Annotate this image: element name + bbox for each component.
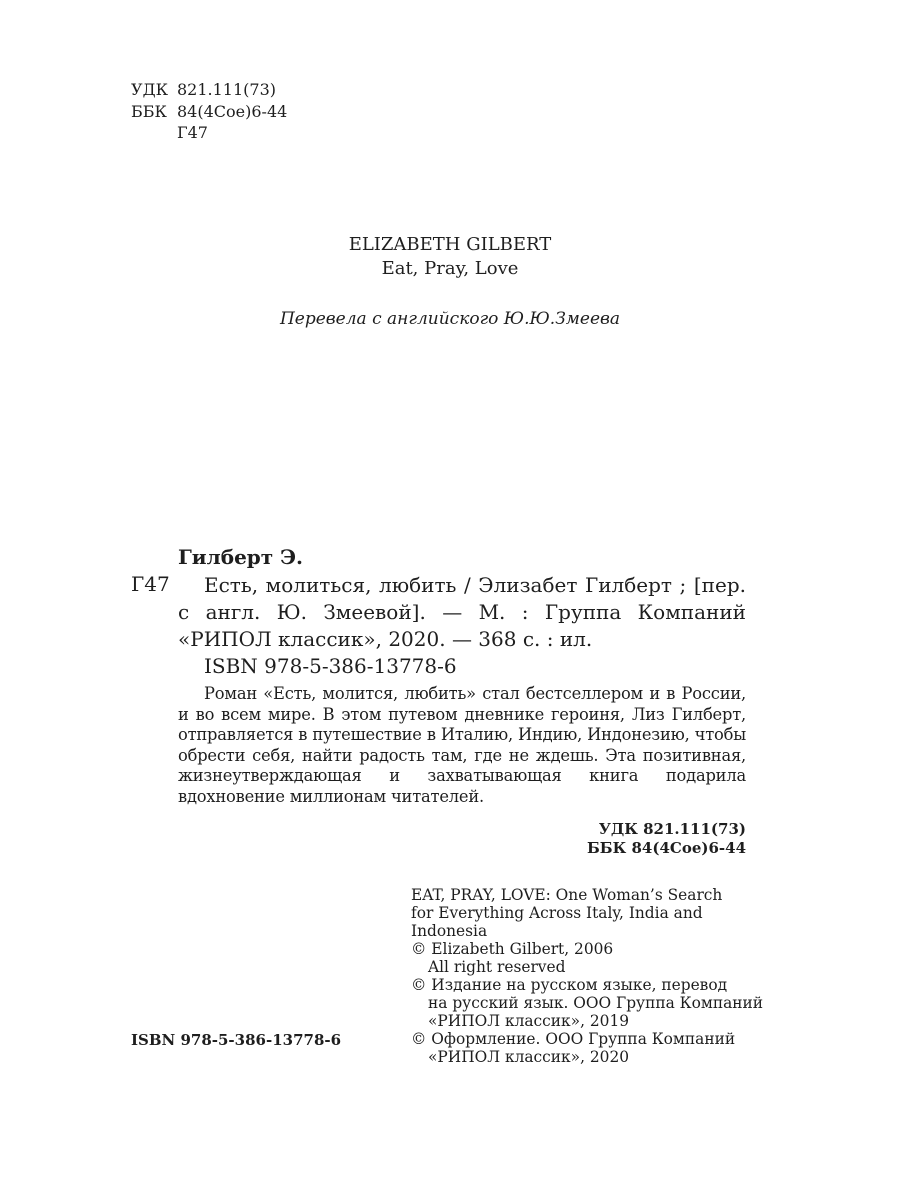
copyright-original-title-1: EAT, PRAY, LOVE: One Woman’s Search [411,886,723,904]
udk-label: УДК [131,80,168,99]
udk-value: 821.111(73) [177,80,277,99]
record-author: Гилберт Э. [178,545,304,569]
translator-line: Перевела с английского Ю.Ю.Змеева [279,309,621,329]
cutter-row [131,123,208,143]
record-udk: УДК 821.111(73) [598,820,746,838]
copyright-design-1: © Оформление. ООО Группа Компаний [411,1030,736,1048]
bbk-label: ББК [131,102,167,121]
copyright-original-title-2: for Everything Across Italy, India and Indonesia [411,904,703,940]
copyright-rights: All right reserved [428,958,566,976]
original-author: ELIZABETH GILBERT [348,234,552,255]
record-annotation: Роман «Есть, молится, любить» стал бестселлером и в России, и во всем мире. В этом путевом дневнике героиня, Лиз Гилберт, отправляется в путешествие в Италию, Индию, Индонезию, чтобы обрести себя, найти радость там, где не ждешь. Эта позитивная, жизнеутверждающая и захватывающая книга подарила вдохновение миллионам читателей. [178,684,746,806]
cutter-value-top: Г47 [177,123,208,142]
bbk-row [131,102,287,122]
copyright-edition-3: «РИПОЛ классик», 2019 [428,1012,630,1030]
record-isbn: ISBN 978-5-386-13778-6 [204,654,457,678]
udk-row [131,80,276,100]
record-bbk: ББК 84(4Сое)6-44 [586,839,746,857]
bbk-value: 84(4Сое)6-44 [177,102,288,121]
isbn-bottom: ISBN 978-5-386-13778-6 [131,1031,342,1049]
record-cutter: Г47 [131,572,170,596]
copyright-author: © Elizabeth Gilbert, 2006 [411,940,614,958]
record-description: Есть, молиться, любить / Элизабет Гилберт ; [пер. с англ. Ю. Змеевой]. — М. : Группа Компаний «РИПОЛ классик», 2020. — 368 с. : ил. [178,573,746,651]
copyright-edition-2: на русский язык. ООО Группа Компаний [428,994,764,1012]
record-body [178,572,746,680]
copyright-design-2: «РИПОЛ классик», 2020 [428,1048,630,1066]
copyright-block [411,886,771,1066]
copyright-edition-1: © Издание на русском языке, перевод [411,976,728,994]
original-title: Eat, Pray, Love [381,258,519,279]
